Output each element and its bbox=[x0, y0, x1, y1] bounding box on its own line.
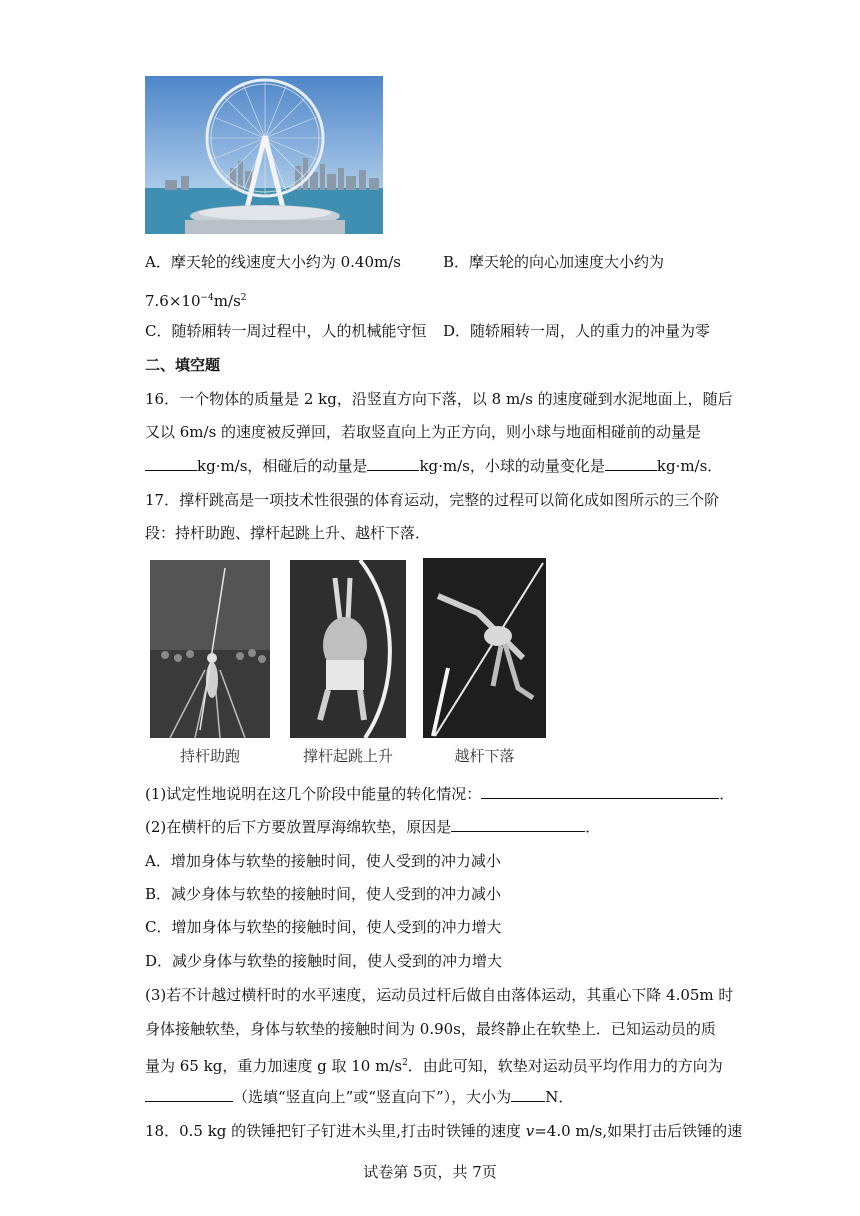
answer-blank[interactable] bbox=[511, 1087, 545, 1102]
q17-sub3-line4: （选填“竖直向上”或“竖直向下”），大小为 N． bbox=[145, 1087, 573, 1107]
q17-sub3-line3: 量为 65 kg，重力加速度 g 取 10 $m/s^2$．由此可知，软垫对运动员平均作用力的方向为 bbox=[145, 1057, 723, 1075]
q17-sub2: (2)在横杆的后下方要放置厚海绵软垫，原因是 ． bbox=[145, 818, 601, 836]
q17-line1: 17．撑杆跳高是一项技术性很强的体育运动，完整的过程可以简化成如图所示的三个阶 bbox=[145, 491, 720, 509]
choice-a: A．增加身体与软垫的接触时间，使人受到的冲力减小 bbox=[145, 852, 501, 870]
option-b-value: $7.6\times 10^{-4}m/s^2$ bbox=[145, 292, 247, 310]
choice-b: B．减少身体与软垫的接触时间，使人受到的冲力减小 bbox=[145, 885, 502, 903]
option-d: D．随轿厢转一周，人的重力的冲量为零 bbox=[443, 322, 711, 340]
option-c: C．随轿厢转一周过程中，人的机械能守恒 bbox=[145, 322, 427, 340]
answer-blank[interactable] bbox=[605, 456, 657, 471]
q16-line3: kg·m/s，相碰后的动量是 kg·m/s，小球的动量变化是 kg·m/s． bbox=[145, 456, 722, 476]
page-footer: 试卷第 5页，共 7页 bbox=[363, 1163, 497, 1181]
option-a: A．摩天轮的线速度大小约为 0.40m/s bbox=[145, 253, 401, 271]
caption-run: 持杆助跑 bbox=[179, 747, 240, 765]
option-b: B．摩天轮的向心加速度大小约为 bbox=[443, 253, 665, 271]
section-title: 二、填空题 bbox=[145, 356, 221, 374]
caption-fall: 越杆下落 bbox=[454, 747, 515, 765]
pole-vault-rise-photo bbox=[290, 560, 406, 738]
q17-sub3-line2: 身体接触软垫，身体与软垫的接触时间为 0.90s，最终静止在软垫上．已知运动员的质 bbox=[145, 1020, 716, 1038]
answer-blank[interactable] bbox=[367, 456, 419, 471]
pole-vault-run-photo bbox=[150, 560, 270, 738]
ferris-wheel-photo bbox=[145, 76, 383, 234]
q16-line1: 16．一个物体的质量是 2 kg，沿竖直方向下落，以 8 m/s 的速度碰到水泥地面上，随后 bbox=[145, 390, 733, 408]
q17-line2: 段：持杆助跑、撑杆起跳上升、越杆下落． bbox=[145, 524, 431, 542]
choice-c: C．增加身体与软垫的接触时间，使人受到的冲力增大 bbox=[145, 918, 502, 936]
answer-blank[interactable] bbox=[145, 456, 197, 471]
choice-d: D．减少身体与软垫的接触时间，使人受到的冲力增大 bbox=[145, 952, 503, 970]
answer-blank[interactable] bbox=[451, 817, 585, 832]
q17-sub3-line1: (3)若不计越过横杆时的水平速度，运动员过杆后做自由落体运动，其重心下降 4.05m 时 bbox=[145, 986, 734, 1004]
q17-sub1: (1)试定性地说明在这几个阶段中能量的转化情况： ． bbox=[145, 785, 735, 803]
pole-vault-fall-photo bbox=[423, 558, 546, 738]
q18-line1: 18．0.5 kg 的铁锤把钉子钉进木头里,打击时铁锤的速度 v=4.0 m/s,如果打击后铁锤的速 bbox=[145, 1122, 743, 1140]
q16-line2: 又以 6m/s 的速度被反弹回，若取竖直向上为正方向，则小球与地面相碰前的动量是 bbox=[145, 423, 702, 441]
caption-rise: 撑杆起跳上升 bbox=[302, 747, 393, 765]
answer-blank[interactable] bbox=[481, 784, 719, 799]
answer-blank[interactable] bbox=[145, 1087, 233, 1102]
